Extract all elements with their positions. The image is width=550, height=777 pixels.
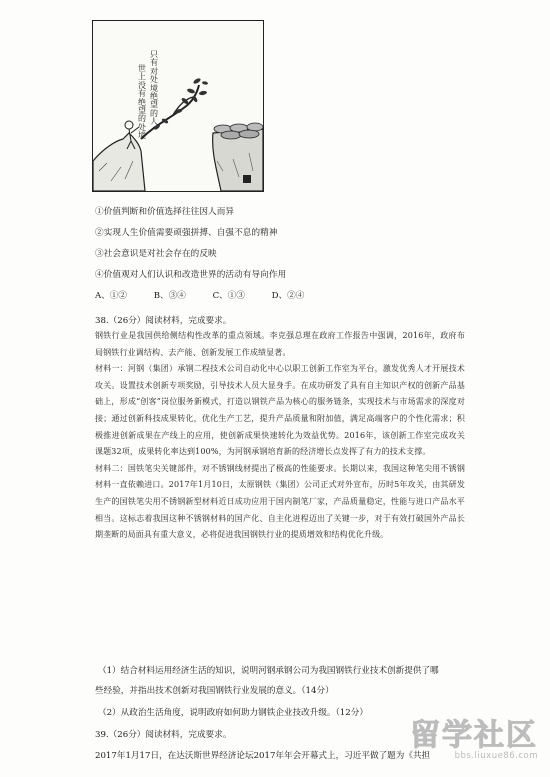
option-3: ③社会意识是对社会存在的反映 xyxy=(95,249,217,259)
watermark-logo: 留学社区 xyxy=(410,718,538,753)
q39-heading: 39.（26分）阅读材料，完成要求。 xyxy=(95,730,232,740)
q38-material-2: 材料二：国铁笔尖关键部件，对不锈钢线材提出了极高的性能要求。长期以来，我国这种笔尖用不锈钢材料一直依赖进口。2017年1月10日，太原钢铁（集团）公司正式对外宣布，历时5年攻关，由其研发生产的国铁笔尖用不锈钢新型材料近日成功应用于国内制笔厂家，产品质量稳定，性能与进口产品水平相当。这标志着我国这种不锈钢材料的国产化、自主化进程迈出了关键一步，对于有效打破国外产品长期垄断的局面具有重大意义，必将促进我国钢铁行业的提质增效和结构优化升级。 xyxy=(95,463,465,540)
option-4: ④价值观对人们认识和改造世界的活动有导向作用 xyxy=(95,270,287,280)
choice-b: B、③④ xyxy=(153,291,186,301)
q38-subquestion-1-line-2: 些经验，并指出技术创新对我国钢铁行业发展的意义。（14分） xyxy=(95,686,334,696)
q39-line-1: 2017年1月17日，在达沃斯世界经济论坛2017年年会开幕式上，习近平做了题为《共担 xyxy=(95,751,431,761)
choice-a: A、①② xyxy=(95,291,127,301)
option-2: ②实现人生价值需要顽强拼搏、自强不息的精神 xyxy=(95,228,278,238)
option-1: ①价值判断和价值选择往往因人而异 xyxy=(95,207,235,217)
site-watermark xyxy=(388,719,538,767)
q38-heading: 38.（26分）阅读材料，完成要求。 xyxy=(95,316,232,326)
choice-d: D、②④ xyxy=(271,291,305,301)
cartoon-drawing xyxy=(93,21,263,191)
q38-subquestion-1-line-1: （1）结合材料运用经济生活的知识，说明河钢承钢公司为我国钢铁行业技术创新提供了哪 xyxy=(98,666,439,676)
q38-material-1: 材料一：河钢（集团）承钢二程技术公司自动化中心以职工创新工作室为平台，激发优秀人才开展技术攻关。设置技术创新专项奖励，引导技术人员大显身手。在成功研发了具有自主知识产权的创新产品基础上，形成“创客”岗位服务新模式，打造以钢铁产品为核心的服务链条，实现技术与市场需求的深度对接；通过创新科技成果转化，优化生产工艺，提升产品质量和附加值，满足高端客户的个性化需求；积极推进创新成果在产线上的应用，使创新成果快速转化为效益优势。2016年，该创新工作室完成攻关课题32项，成果转化率达到100%，为河钢承钢培育新的经济增长点发挥了有力的技术支撑。 xyxy=(95,364,465,457)
cartoon-caption-1: 世上没有绝望的处境 xyxy=(138,64,146,141)
q38-intro: 钢铁行业是我国供给侧结构性改革的重点领域。李克强总理在政府工作报告中强调，2016年，政府布局钢铁行业调结构、去产能、创新发展工作成绩显著。 xyxy=(95,331,465,357)
answer-choices xyxy=(95,289,328,301)
q38-subquestion-2: （2）从政治生活角度，说明政府如何助力钢铁企业技改升级。（12分） xyxy=(98,708,368,718)
choice-c: C、①③ xyxy=(212,291,245,301)
cartoon-figure xyxy=(92,20,264,192)
cartoon-caption-2: 只有对处境绝望的人 xyxy=(150,50,158,127)
watermark-url: bbs.liuxue86.com xyxy=(454,751,538,761)
q38-passage xyxy=(95,328,465,544)
